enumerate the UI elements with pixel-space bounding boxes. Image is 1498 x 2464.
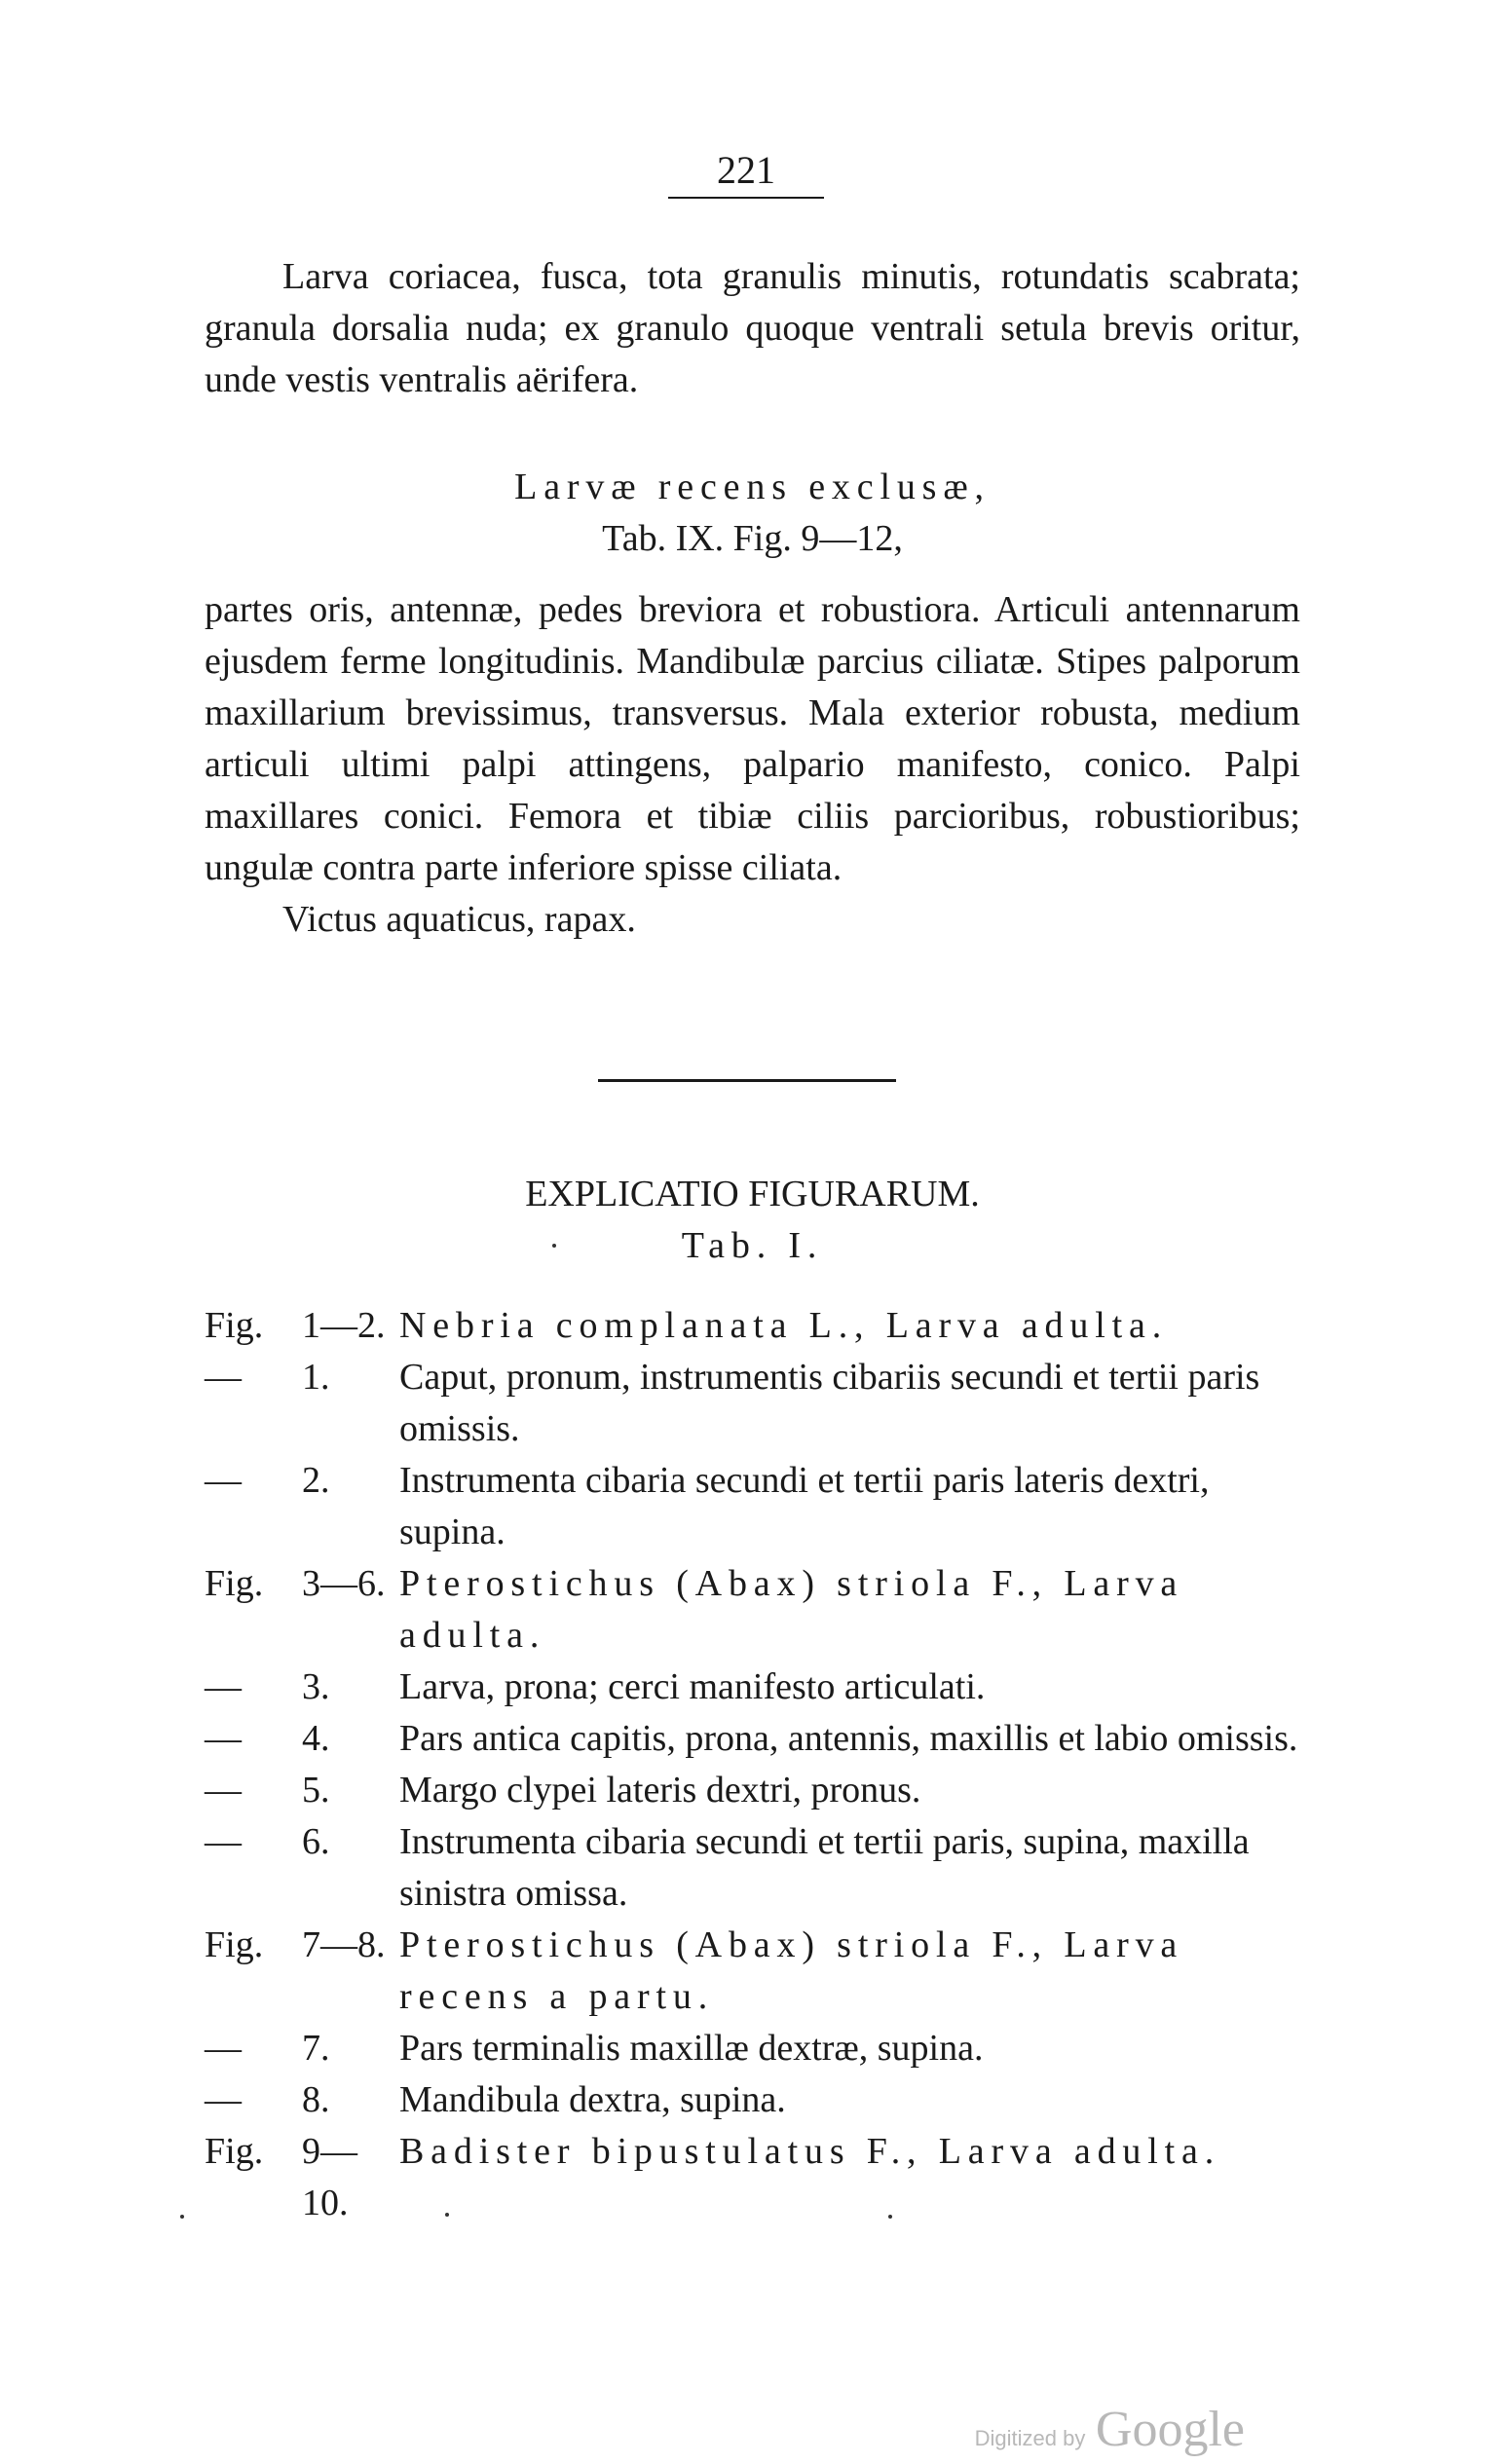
figure-label: Fig. (205, 1305, 264, 1346)
main-text (205, 251, 1300, 406)
figure-entry (205, 1661, 1300, 1713)
figure-caption: Instrumenta cibaria secundi et tertii paris lateris dextri, supina. (399, 1460, 1210, 1552)
watermark-brand: Google (1095, 2402, 1245, 2457)
figure-number: 4. (302, 1718, 330, 1759)
figure-number: 3—6. (302, 1563, 386, 1604)
figure-label: — (205, 1357, 242, 1398)
watermark-prefix: Digitized by (974, 2426, 1086, 2450)
victus-line: Victus aquaticus, rapax. (282, 899, 636, 940)
figure-label: — (205, 1770, 242, 1811)
figure-label: — (205, 2079, 242, 2120)
explicatio-heading-block (205, 1169, 1300, 1272)
figure-caption: Caput, pronum, instrumentis cibariis secundi et tertii paris omissis. (399, 1357, 1260, 1449)
figure-caption: Badister bipustulatus F., Larva adulta. (399, 2131, 1221, 2172)
print-speck (445, 2213, 449, 2217)
figure-caption: Margo clypei lateris dextri, pronus. (399, 1770, 921, 1811)
figure-entry (205, 1816, 1300, 1920)
figure-caption: Pars terminalis maxillæ dextræ, supina. (399, 2028, 984, 2069)
figure-entry (205, 1300, 1300, 1352)
figure-number: 8. (302, 2079, 330, 2120)
figure-entry (205, 1920, 1300, 2023)
figure-label: — (205, 1460, 242, 1501)
figure-label: — (205, 1666, 242, 1707)
print-speck (180, 2215, 184, 2219)
figure-entry (205, 1455, 1300, 1558)
section-divider (598, 1079, 896, 1082)
figure-label: Fig. (205, 1924, 264, 1965)
description-paragraph: partes oris, antennæ, pedes breviora et robustiora. Articuli antennarum ejusdem ferme longitudinis. Mandibulæ parcius ciliatæ. Stipes palporum maxillarium brevissimus, transversus. Mala exterior robusta, medium articuli ultimi palpi attingens, palpario manifesto, conico. Palpi maxillares conici. Femora et tibiæ ciliis parcioribus, robustioribus; ungulæ contra parte inferiore spisse ciliata. (205, 589, 1300, 888)
figure-label: — (205, 2028, 242, 2069)
figure-number: 9—10. (302, 2131, 357, 2223)
figure-entry (205, 1765, 1300, 1816)
figure-entry (205, 2074, 1300, 2126)
figure-number: 2. (302, 1460, 330, 1501)
figure-number: 7—8. (302, 1924, 386, 1965)
digitized-by-google-watermark (975, 2404, 1245, 2464)
figure-entry (205, 1713, 1300, 1765)
intro-paragraph: Larva coriacea, fusca, tota granulis minutis, rotundatis scabrata; granula dorsalia nuda; ex granulo quoque ventrali setula brevis oritur, unde vestis ventralis aërifera. (205, 256, 1300, 400)
figure-number: 5. (302, 1770, 330, 1811)
figure-number: 6. (302, 1821, 330, 1862)
figure-label: — (205, 1718, 242, 1759)
figure-caption: Nebria complanata L., Larva adulta. (399, 1305, 1169, 1346)
section-heading-block (205, 462, 1300, 565)
figure-caption: Pterostichus (Abax) striola F., Larva adulta. (399, 1563, 1184, 1656)
figure-number: 1. (302, 1357, 330, 1398)
figure-entry (205, 1558, 1300, 1661)
figure-label: — (205, 1821, 242, 1862)
figure-entry (205, 2126, 1300, 2229)
figure-caption: Instrumenta cibaria secundi et tertii paris, supina, maxilla sinistra omissa. (399, 1821, 1250, 1914)
print-speck (888, 2215, 892, 2219)
print-speck (552, 1244, 556, 1248)
tab-label: Tab. I. (681, 1225, 824, 1266)
section-heading: Larvæ recens exclusæ, (514, 467, 991, 507)
figure-caption: Pars antica capitis, prona, antennis, maxillis et labio omissis. (399, 1718, 1298, 1759)
explicatio-title: EXPLICATIO FIGURARUM. (525, 1174, 980, 1214)
figure-caption: Pterostichus (Abax) striola F., Larva recens a partu. (399, 1924, 1184, 2017)
figure-caption: Mandibula dextra, supina. (399, 2079, 786, 2120)
figure-entry (205, 2023, 1300, 2074)
description-block (205, 584, 1300, 946)
figure-label: Fig. (205, 2131, 264, 2172)
figure-list (205, 1300, 1300, 2229)
figure-caption: Larva, prona; cerci manifesto articulati. (399, 1666, 986, 1707)
section-reference: Tab. IX. Fig. 9—12, (602, 518, 903, 559)
figure-number: 7. (302, 2028, 330, 2069)
page-number: 221 (668, 146, 824, 199)
figure-number: 3. (302, 1666, 330, 1707)
figure-entry (205, 1352, 1300, 1455)
figure-label: Fig. (205, 1563, 264, 1604)
figure-number: 1—2. (302, 1305, 386, 1346)
